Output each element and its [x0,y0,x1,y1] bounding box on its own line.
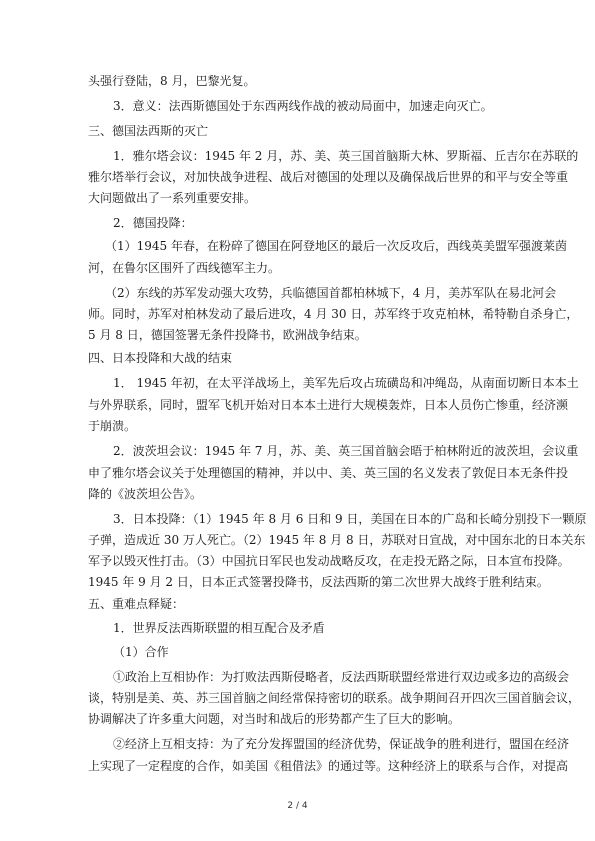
text-line: ①政治上互相协作：为打败法西斯侵略者，反法西斯联盟经常进行双边或多边的高级会 [113,670,570,684]
text-line: 3．意义：法西斯德国处于东西两线作战的被动局面中，加速走向灭亡。 [113,99,493,113]
text-line: 2．德国投降： [113,216,193,230]
text-line: 军予以毁灭性打击。（3）中国抗日军民也发动战略反攻，在走投无路之际，日本宣布投降。 [88,554,570,568]
text-line: 师。同时，苏军对柏林发动了最后进攻，4 月 30 日，苏军终于攻克柏林，希特勒自杀身亡， [88,307,579,321]
text-line: 降的《波茨坦公告》。 [88,487,203,501]
section-heading: 三、德国法西斯的灭亡 [88,124,209,138]
text-line: 协调解决了许多重大问题，对当时和战后的形势都产生了巨大的影响。 [88,712,461,726]
text-line: 1945 年 9 月 2 日，日本正式签署投降书，反法西斯的第二次世界大战终于胜利结束。 [88,575,549,589]
text-line: 上实现了一定程度的合作，如美国《租借法》的通过等。这种经济上的联系与合作，对提高 [88,759,569,773]
text-line: 头强行登陆，8 月，巴黎光复。 [88,74,256,88]
text-line: 1． 1945 年初，在太平洋战场上，美军先后攻占琉磺岛和冲绳岛，从南面切断日本本土 [113,376,579,390]
text-line: 谈，特别是美、英、苏三国首脑之间经常保持密切的联系。战争期间召开四次三国首脑会议， [88,691,581,705]
text-line: ②经济上互相支持：为了充分发挥盟国的经济优势，保证战争的胜利进行，盟国在经济 [113,737,570,751]
text-line: 河，在鲁尔区围歼了西线德军主力。 [88,261,281,275]
text-line: 1．雅尔塔会议：1945 年 2 月，苏、美、英三国首脑斯大林、罗斯福、丘吉尔在苏联的 [113,149,579,163]
text-line: 3．日本投降：（1）1945 年 8 月 6 日和 9 日，美国在日本的广岛和长崎分别投下一颗原 [113,512,587,526]
page-number: 2 / 4 [287,801,308,811]
text-line: 大问题做出了一系列重要安排。 [88,191,257,205]
text-line: （2）东线的苏军发动强大攻势，兵临德国首都柏林城下，4 月，美苏军队在易北河会 [105,286,557,300]
text-line: 子弹，造成近 30 万人死亡。（2）1945 年 8 月 8 日，苏联对日宣战，对中国东北的日本关东 [88,533,586,547]
text-line: 于崩溃。 [88,419,137,433]
text-line: 5 月 8 日，德国签署无条件投降书，欧洲战争结束。 [88,328,367,342]
text-line: 2．波茨坦会议：1945 年 7 月，苏、美、英三国首脑会晤于柏林附近的波茨坦，会议重 [113,444,579,458]
section-heading: 四、日本投降和大战的结束 [88,351,233,365]
text-line: （1）1945 年春，在粉碎了德国在阿登地区的最后一次反攻后，西线英美盟军强渡莱茵 [105,239,567,253]
text-line: （1）合作 [113,645,169,659]
text-line: 与外界联系，同时，盟军飞机开始对日本本土进行大规模轰炸，日本人员伤亡惨重，经济濒 [88,398,569,412]
text-line: 申了雅尔塔会议关于处理德国的精神，并以中、美、英三国的名义发表了敦促日本无条件投 [88,466,569,480]
section-heading: 五、重难点释疑： [88,597,185,611]
text-line: 雅尔塔举行会议，对加快战争进程、战后对德国的处理以及确保战后世界的和平与安全等重 [88,170,569,184]
text-line: 1．世界反法西斯联盟的相互配合及矛盾 [113,621,325,635]
